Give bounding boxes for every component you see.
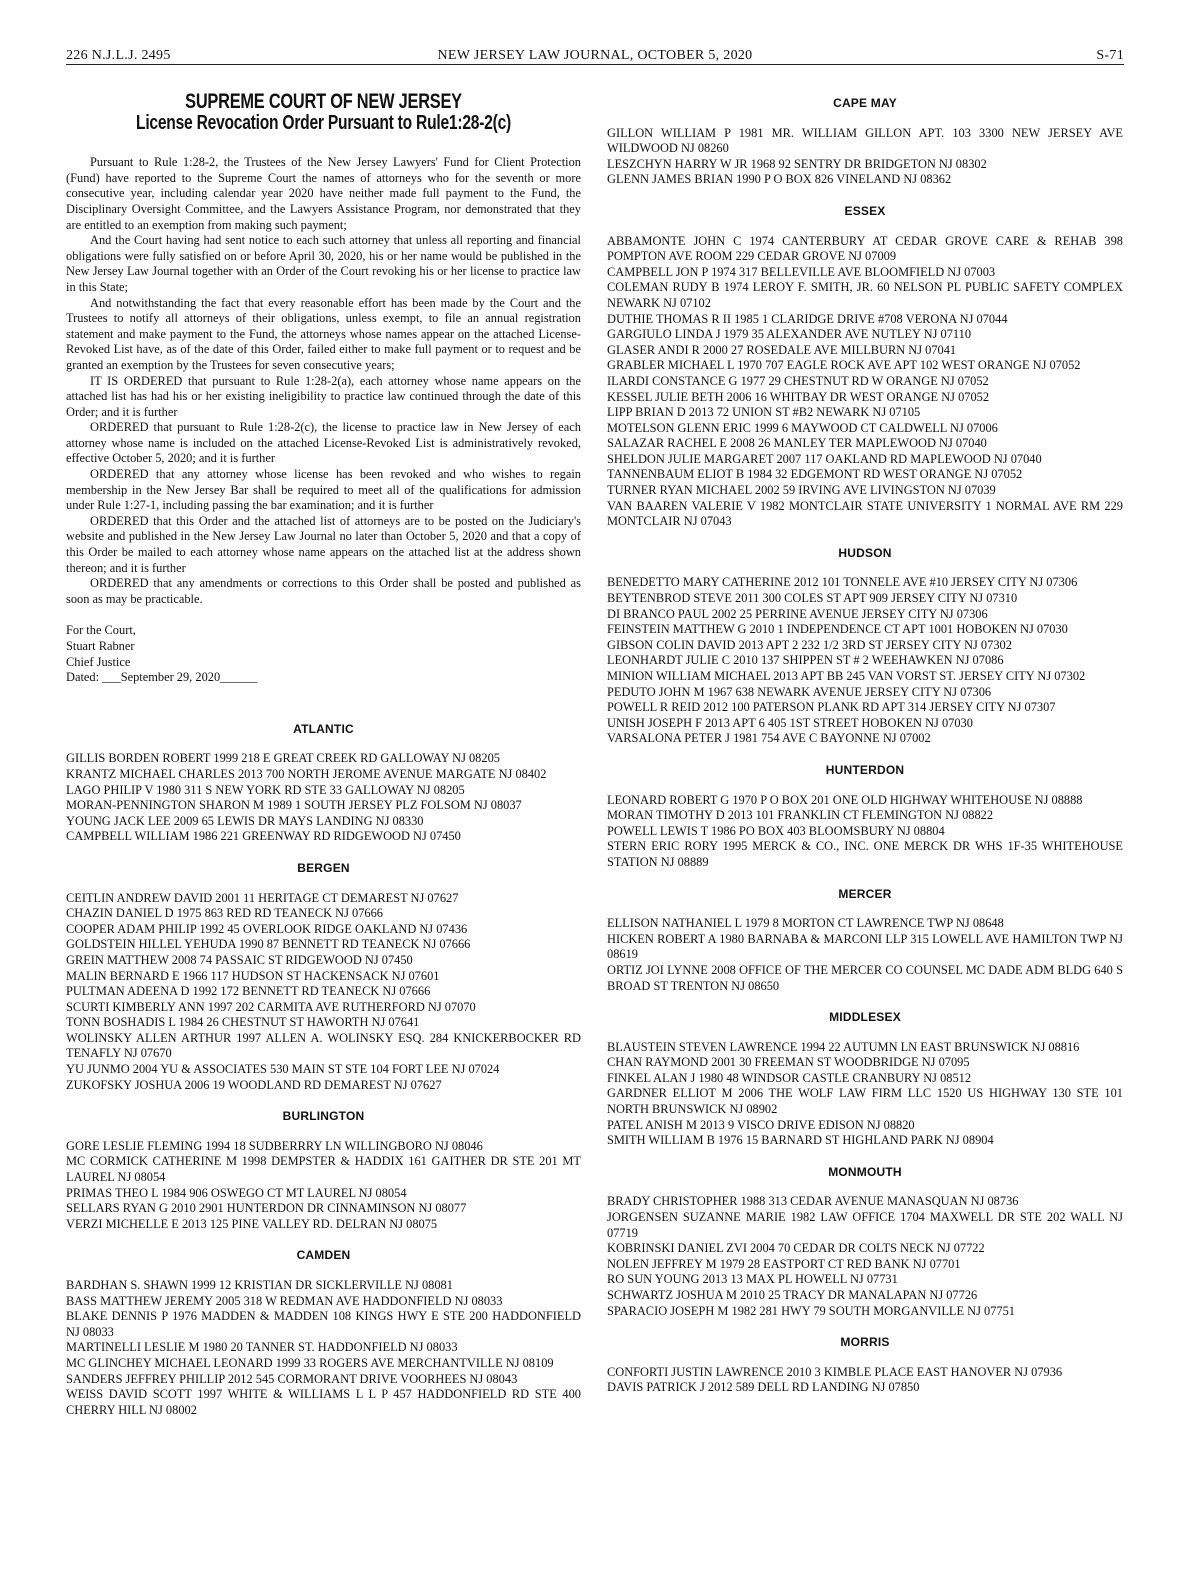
attorney-entry: BENEDETTO MARY CATHERINE 2012 101 TONNELE AVE #10 JERSEY CITY NJ 07306 xyxy=(607,575,1078,590)
attorney-entry: SELLARS RYAN G 2010 2901 HUNTERDON DR CINNAMINSON NJ 08077 xyxy=(66,1201,467,1216)
header-rule xyxy=(66,64,1124,65)
attorney-entry: FEINSTEIN MATTHEW G 2010 1 INDEPENDENCE CT APT 1001 HOBOKEN NJ 07030 xyxy=(607,622,1068,637)
order-paragraph: ORDERED that any amendments or corrections to this Order shall be posted and published as soon as may be practicable. xyxy=(66,576,581,606)
attorney-entry: ZUKOFSKY JOSHUA 2006 19 WOODLAND RD DEMAREST NJ 07627 xyxy=(66,1077,442,1092)
county-heading-essex: ESSEX xyxy=(844,203,886,218)
attorney-entry: RO SUN YOUNG 2013 13 MAX PL HOWELL NJ 07731 xyxy=(607,1272,898,1287)
attorney-entry: BRADY CHRISTOPHER 1988 313 CEDAR AVENUE MANASQUAN NJ 08736 xyxy=(607,1194,1019,1209)
attorney-entry: KESSEL JULIE BETH 2006 16 WHITBAY DR WEST ORANGE NJ 07052 xyxy=(607,389,990,404)
attorney-entry: LESZCHYN HARRY W JR 1968 92 SENTRY DR BRIDGETON NJ 08302 xyxy=(607,156,987,171)
left-county-lists xyxy=(66,722,581,1419)
attorney-entry: LEONARD ROBERT G 1970 P O BOX 201 ONE OLD HIGHWAY WHITEHOUSE NJ 08888 xyxy=(607,792,1083,807)
attorney-entry: SALAZAR RACHEL E 2008 26 MANLEY TER MAPLEWOOD NJ 07040 xyxy=(607,436,987,451)
attorney-entry: CAMPBELL WILLIAM 1986 221 GREENWAY RD RIDGEWOOD NJ 07450 xyxy=(66,829,461,844)
attorney-entry: MORAN-PENNINGTON SHARON M 1989 1 SOUTH JERSEY PLZ FOLSOM NJ 08037 xyxy=(66,798,522,813)
attorney-entry: CHAN RAYMOND 2001 30 FREEMAN ST WOODBRIDGE NJ 07095 xyxy=(607,1055,970,1070)
attorney-entry: CEITLIN ANDREW DAVID 2001 11 HERITAGE CT DEMAREST NJ 07627 xyxy=(66,890,459,905)
attorney-entry: BARDHAN S. SHAWN 1999 12 KRISTIAN DR SICKLERVILLE NJ 08081 xyxy=(66,1278,453,1292)
attorney-entry: GREIN MATTHEW 2008 74 PASSAIC ST RIDGEWOOD NJ 07450 xyxy=(66,952,413,967)
county-heading-monmouth: MONMOUTH xyxy=(828,1164,902,1179)
signature-line: For the Court, xyxy=(66,623,136,638)
signature-line: Chief Justice xyxy=(66,654,131,669)
attorney-entry: GILLON WILLIAM P 1981 MR. WILLIAM GILLON APT. 103 3300 NEW JERSEY AVE WILDWOOD NJ 08260 xyxy=(607,125,1123,156)
attorney-entry: MALIN BERNARD E 1966 117 HUDSON ST HACKENSACK NJ 07601 xyxy=(66,968,440,983)
attorney-entry: POWELL R REID 2012 100 PATERSON PLANK RD APT 314 JERSEY CITY NJ 07307 xyxy=(607,700,1056,715)
attorney-entry: BLAUSTEIN STEVEN LAWRENCE 1994 22 AUTUMN LN EAST BRUNSWICK NJ 08816 xyxy=(607,1039,1080,1054)
attorney-entry: YU JUNMO 2004 YU & ASSOCIATES 530 MAIN ST STE 104 FORT LEE NJ 07024 xyxy=(66,1062,500,1077)
attorney-entry: SHELDON JULIE MARGARET 2007 117 OAKLAND RD MAPLEWOOD NJ 07040 xyxy=(607,451,1042,466)
attorney-entry: GARDNER ELLIOT M 2006 THE WOLF LAW FIRM LLC 1520 US HIGHWAY 130 STE 101 NORTH BRUNSWICK NJ 08902 xyxy=(607,1086,1123,1117)
attorney-entry: MINION WILLIAM MICHAEL 2013 APT BB 245 VAN VORST ST. JERSEY CITY NJ 07302 xyxy=(607,669,1086,683)
attorney-entry: FINKEL ALAN J 1980 48 WINDSOR CASTLE CRANBURY NJ 08512 xyxy=(607,1070,972,1085)
attorney-entry: HICKEN ROBERT A 1980 BARNABA & MARCONI LLP 315 LOWELL AVE HAMILTON TWP NJ 08619 xyxy=(607,931,1123,962)
attorney-entry: GRABLER MICHAEL L 1970 707 EAGLE ROCK AVE APT 102 WEST ORANGE NJ 07052 xyxy=(607,358,1081,373)
order-paragraph: ORDERED that this Order and the attached list of attorneys are to be posted on the Judiciary's website and published in the New Jersey Law Journal no later than October 5, 2020 and that a copy of this Order be mailed to each attorney whose name appears on the attached list at the address shown thereon; and it is further xyxy=(66,513,581,575)
right-column xyxy=(607,86,1123,1396)
attorney-entry: BLAKE DENNIS P 1976 MADDEN & MADDEN 108 KINGS HWY E STE 200 HADDONFIELD NJ 08033 xyxy=(66,1309,581,1339)
attorney-entry: GIBSON COLIN DAVID 2013 APT 2 232 1/2 3RD ST JERSEY CITY NJ 07302 xyxy=(607,637,1012,652)
running-header xyxy=(66,44,1124,66)
attorney-entry: SANDERS JEFFREY PHILLIP 2012 545 CORMORANT DRIVE VOORHEES NJ 08043 xyxy=(66,1371,518,1386)
attorney-entry: WEISS DAVID SCOTT 1997 WHITE & WILLIAMS L L P 457 HADDONFIELD RD STE 400 CHERRY HILL NJ 08002 xyxy=(66,1387,581,1417)
attorney-entry: COOPER ADAM PHILIP 1992 45 OVERLOOK RIDGE OAKLAND NJ 07436 xyxy=(66,921,468,936)
county-heading-mercer: MERCER xyxy=(838,886,892,901)
citation: 226 N.J.L.J. 2495 xyxy=(66,48,171,63)
attorney-entry: TURNER RYAN MICHAEL 2002 59 IRVING AVE LIVINGSTON NJ 07039 xyxy=(607,483,996,498)
attorney-entry: GLASER ANDI R 2000 27 ROSEDALE AVE MILLBURN NJ 07041 xyxy=(607,342,957,357)
attorney-entry: CAMPBELL JON P 1974 317 BELLEVILLE AVE BLOOMFIELD NJ 07003 xyxy=(607,264,996,279)
county-heading-hudson: HUDSON xyxy=(838,545,892,560)
county-heading-hunterdon: HUNTERDON xyxy=(825,762,905,777)
attorney-entry: PULTMAN ADEENA D 1992 172 BENNETT RD TEANECK NJ 07666 xyxy=(66,984,431,999)
order-paragraph: And the Court having had sent notice to each such attorney that unless all reporting and financial obligations were fully satisfied on or before April 30, 2020, his or her name would be published in the New Jersey Law Journal together with an Order of the Court revoking his or her license to practice law in this State; xyxy=(66,233,581,294)
order-paragraph: ORDERED that any attorney whose license has been revoked and who wishes to regain membership in the New Jersey Bar shall be required to meet all of the qualifications for admission under Rule 1:27-1, including passing the bar examination; and it is further xyxy=(66,467,581,513)
order-title: License Revocation Order Pursuant to Rule1:28-2(c) xyxy=(136,111,511,134)
attorney-entry: VARSALONA PETER J 1981 754 AVE C BAYONNE NJ 07002 xyxy=(607,731,931,746)
attorney-entry: MARTINELLI LESLIE M 1980 20 TANNER ST. HADDONFIELD NJ 08033 xyxy=(66,1340,458,1355)
attorney-entry: TANNENBAUM ELIOT B 1984 32 EDGEMONT RD WEST ORANGE NJ 07052 xyxy=(607,467,1023,482)
page-number: S-71 xyxy=(1096,48,1124,63)
signature-line: Dated: ___September 29, 2020______ xyxy=(66,670,258,685)
attorney-entry: JORGENSEN SUZANNE MARIE 1982 LAW OFFICE 1704 MAXWELL DR STE 202 WALL NJ 07719 xyxy=(607,1210,1123,1240)
attorney-entry: POWELL LEWIS T 1986 PO BOX 403 BLOOMSBURY NJ 08804 xyxy=(607,823,945,838)
attorney-entry: GARGIULO LINDA J 1979 35 ALEXANDER AVE NUTLEY NJ 07110 xyxy=(607,327,972,342)
attorney-entry: STERN ERIC RORY 1995 MERCK & CO., INC. ONE MERCK DR WHS 1F-35 WHITEHOUSE STATION NJ 08889 xyxy=(607,839,1123,869)
order-paragraph: ORDERED that pursuant to Rule 1:28-2(c), the license to practice law in New Jersey of each attorney whose name is included on the attached License-Revoked List is administratively revoked, effective October 5, 2020; and it is further xyxy=(66,420,581,466)
county-heading-morris: MORRIS xyxy=(840,1335,890,1350)
county-heading-bergen: BERGEN xyxy=(297,860,350,875)
county-heading-atlantic: ATLANTIC xyxy=(293,721,354,736)
attorney-entry: SCURTI KIMBERLY ANN 1997 202 CARMITA AVE RUTHERFORD NJ 07070 xyxy=(66,999,476,1014)
spacer xyxy=(66,686,581,706)
order-paragraph: Pursuant to Rule 1:28-2, the Trustees of the New Jersey Lawyers' Fund for Client Protection (Fund) have reported to the Supreme Court the names of attorneys who for the seventh or more consecutive year, including calendar year 2020 have neither made full payment to the Fund, the Disciplinary Oversight Committee, and the Lawyers Assistance Program, nor demonstrated that they are entitled to an exemption from making such payment; xyxy=(66,155,581,232)
signature-line: Stuart Rabner xyxy=(66,639,135,653)
attorney-entry: GOLDSTEIN HILLEL YEHUDA 1990 87 BENNETT RD TEANECK NJ 07666 xyxy=(66,937,471,952)
county-heading-middlesex: MIDDLESEX xyxy=(829,1010,901,1025)
left-column xyxy=(66,86,581,1418)
attorney-entry: MORAN TIMOTHY D 2013 101 FRANKLIN CT FLEMINGTON NJ 08822 xyxy=(607,808,994,823)
attorney-entry: NOLEN JEFFREY M 1979 28 EASTPORT CT RED BANK NJ 07701 xyxy=(607,1256,961,1271)
attorney-entry: LIPP BRIAN D 2013 72 UNION ST #B2 NEWARK NJ 07105 xyxy=(607,405,921,420)
attorney-entry: ABBAMONTE JOHN C 1974 CANTERBURY AT CEDAR GROVE CARE & REHAB 398 POMPTON AVE ROOM 229 CEDAR GROVE NJ 07009 xyxy=(607,233,1123,264)
attorney-entry: ORTIZ JOI LYNNE 2008 OFFICE OF THE MERCER CO COUNSEL MC DADE ADM BLDG 640 S BROAD ST TRENTON NJ 08650 xyxy=(607,962,1123,993)
attorney-entry: MC CORMICK CATHERINE M 1998 DEMPSTER & HADDIX 161 GAITHER DR STE 201 MT LAUREL NJ 08054 xyxy=(66,1154,581,1185)
attorney-entry: MC GLINCHEY MICHAEL LEONARD 1999 33 ROGERS AVE MERCHANTVILLE NJ 08109 xyxy=(66,1355,554,1370)
attorney-entry: DAVIS PATRICK J 2012 589 DELL RD LANDING NJ 07850 xyxy=(607,1380,920,1395)
attorney-entry: VAN BAAREN VALERIE V 1982 MONTCLAIR STATE UNIVERSITY 1 NORMAL AVE RM 229 MONTCLAIR NJ 07043 xyxy=(607,498,1123,529)
order-text xyxy=(66,155,581,607)
attorney-entry: YOUNG JACK LEE 2009 65 LEWIS DR MAYS LANDING NJ 08330 xyxy=(66,813,424,828)
attorney-entry: CONFORTI JUSTIN LAWRENCE 2010 3 KIMBLE PLACE EAST HANOVER NJ 07936 xyxy=(607,1364,1063,1379)
attorney-entry: SCHWARTZ JOSHUA M 2010 25 TRACY DR MANALAPAN NJ 07726 xyxy=(607,1288,978,1302)
signature-block xyxy=(66,623,581,685)
county-heading-camden: CAMDEN xyxy=(296,1248,351,1263)
publication-title: NEW JERSEY LAW JOURNAL, OCTOBER 5, 2020 xyxy=(437,48,753,63)
attorney-entry: LAGO PHILIP V 1980 311 S NEW YORK RD STE 33 GALLOWAY NJ 08205 xyxy=(66,782,465,797)
attorney-entry: PRIMAS THEO L 1984 906 OSWEGO CT MT LAUREL NJ 08054 xyxy=(66,1185,407,1200)
attorney-entry: MOTELSON GLENN ERIC 1999 6 MAYWOOD CT CALDWELL NJ 07006 xyxy=(607,420,998,435)
attorney-entry: SMITH WILLIAM B 1976 15 BARNARD ST HIGHLAND PARK NJ 08904 xyxy=(607,1133,994,1148)
attorney-entry: VERZI MICHELLE E 2013 125 PINE VALLEY RD. DELRAN NJ 08075 xyxy=(66,1216,438,1231)
county-heading-cape-may: CAPE MAY xyxy=(833,96,897,110)
attorney-entry: PATEL ANISH M 2013 9 VISCO DRIVE EDISON NJ 08820 xyxy=(607,1117,915,1132)
attorney-entry: CHAZIN DANIEL D 1975 863 RED RD TEANECK NJ 07666 xyxy=(66,906,383,921)
attorney-entry: ELLISON NATHANIEL L 1979 8 MORTON CT LAWRENCE TWP NJ 08648 xyxy=(607,916,1004,931)
order-paragraph: IT IS ORDERED that pursuant to Rule 1:28-2(a), each attorney whose name appears on the attached list has had his or her existing ineligibility to practice law continued through the date of this Order; and it is further xyxy=(66,373,581,419)
attorney-entry: PEDUTO JOHN M 1967 638 NEWARK AVENUE JERSEY CITY NJ 07306 xyxy=(607,684,992,699)
attorney-entry: ILARDI CONSTANCE G 1977 29 CHESTNUT RD W ORANGE NJ 07052 xyxy=(607,373,989,388)
attorney-entry: SPARACIO JOSEPH M 1982 281 HWY 79 SOUTH MORGANVILLE NJ 07751 xyxy=(607,1303,1016,1318)
attorney-entry: UNISH JOSEPH F 2013 APT 6 405 1ST STREET HOBOKEN NJ 07030 xyxy=(607,715,973,730)
attorney-entry: COLEMAN RUDY B 1974 LEROY F. SMITH, JR. 60 NELSON PL PUBLIC SAFETY COMPLEX NEWARK NJ 07102 xyxy=(607,280,1123,310)
attorney-entry: WOLINSKY ALLEN ARTHUR 1997 ALLEN A. WOLINSKY ESQ. 284 KNICKERBOCKER RD TENAFLY NJ 07670 xyxy=(66,1030,581,1061)
attorney-entry: DI BRANCO PAUL 2002 25 PERRINE AVENUE JERSEY CITY NJ 07306 xyxy=(607,606,988,621)
court-title: SUPREME COURT OF NEW JERSEY xyxy=(185,90,462,113)
attorney-entry: KRANTZ MICHAEL CHARLES 2013 700 NORTH JEROME AVENUE MARGATE NJ 08402 xyxy=(66,766,547,781)
attorney-entry: DUTHIE THOMAS R II 1985 1 CLARIDGE DRIVE #708 VERONA NJ 07044 xyxy=(607,311,1008,326)
attorney-entry: GLENN JAMES BRIAN 1990 P O BOX 826 VINELAND NJ 08362 xyxy=(607,172,952,187)
attorney-entry: BEYTENBROD STEVE 2011 300 COLES ST APT 909 JERSEY CITY NJ 07310 xyxy=(607,591,1018,606)
attorney-entry: LEONHARDT JULIE C 2010 137 SHIPPEN ST # 2 WEEHAWKEN NJ 07086 xyxy=(607,653,1004,668)
order-paragraph: And notwithstanding the fact that every reasonable effort has been made by the Court and the Trustees to notify all attorneys of their obligations, unless exempt, to file an annual registration statement and make payment to the Fund, the attorneys whose names appear on the attached License-Revoked List have, as of the date of this Order, failed either to make full payment or to request and be granted an exemption by the Trustees for seven consecutive years; xyxy=(66,295,581,372)
attorney-entry: GILLIS BORDEN ROBERT 1999 218 E GREAT CREEK RD GALLOWAY NJ 08205 xyxy=(66,751,500,766)
county-heading-burlington: BURLINGTON xyxy=(282,1109,365,1124)
attorney-entry: TONN BOSHADIS L 1984 26 CHESTNUT ST HAWORTH NJ 07641 xyxy=(66,1015,420,1030)
attorney-entry: GORE LESLIE FLEMING 1994 18 SUDBERRRY LN WILLINGBORO NJ 08046 xyxy=(66,1138,483,1153)
attorney-entry: KOBRINSKI DANIEL ZVI 2004 70 CEDAR DR COLTS NECK NJ 07722 xyxy=(607,1241,985,1256)
attorney-entry: BASS MATTHEW JEREMY 2005 318 W REDMAN AVE HADDONFIELD NJ 08033 xyxy=(66,1293,503,1308)
